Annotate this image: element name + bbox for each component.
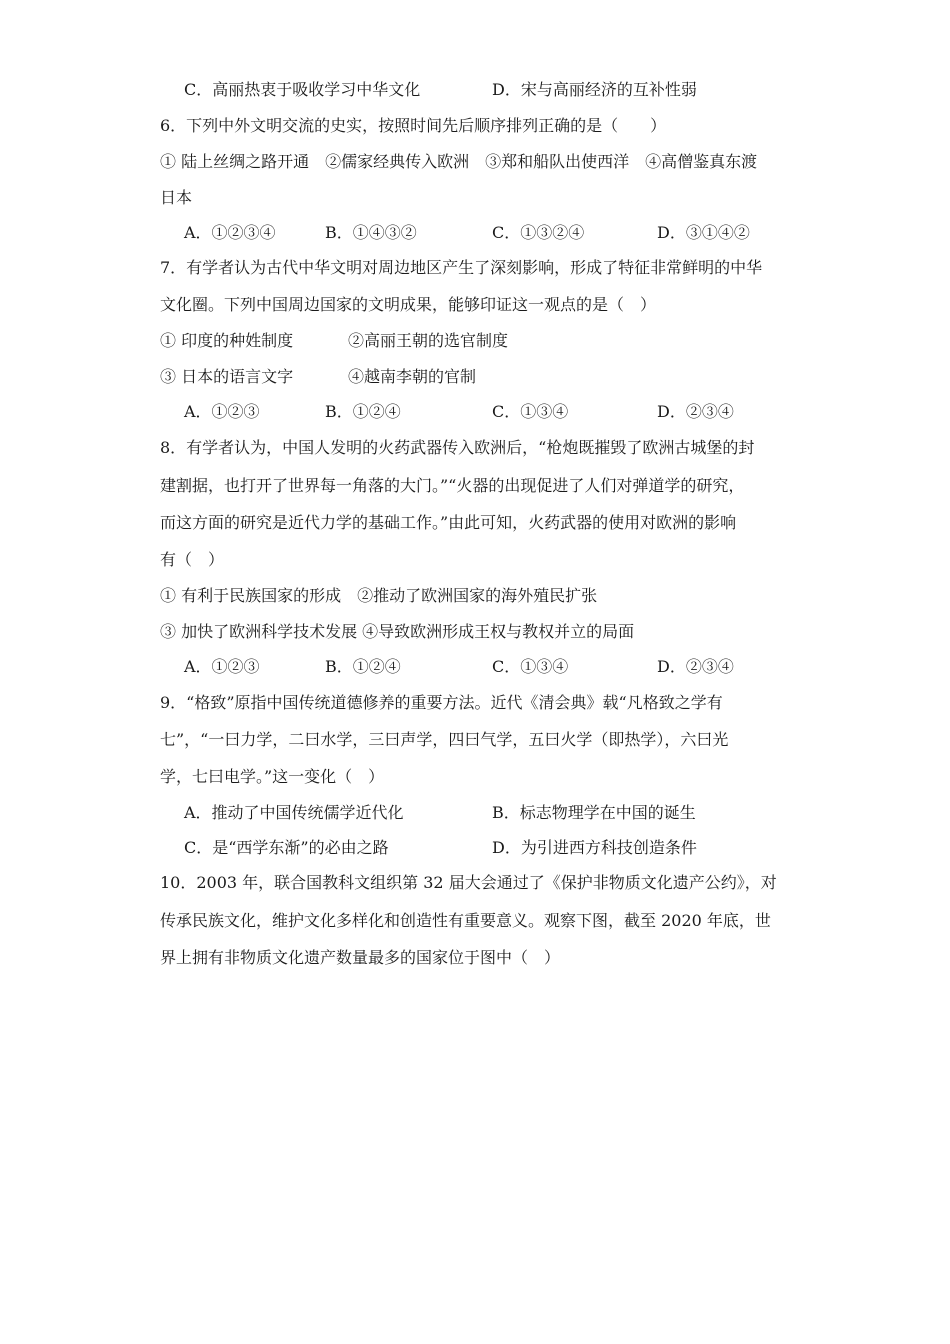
q7-option-a: A．①②③ <box>184 402 260 421</box>
q8-option-d: D．②③④ <box>657 657 734 676</box>
q6-stem: 6．下列中外文明交流的史实，按照时间先后顺序排列正确的是（ ） <box>160 116 667 135</box>
q7-item-3: ③ 日本的语言文字 <box>160 367 294 386</box>
q6-items-line2: 日本 <box>160 188 193 207</box>
q8-stem-line3: 而这方面的研究是近代力学的基础工作。”由此可知，火药武器的使用对欧洲的影响 <box>160 513 737 532</box>
q6-option-b: B．①④③② <box>325 223 417 242</box>
q9-option-b: B．标志物理学在中国的诞生 <box>492 803 696 822</box>
q7-item-4: ④越南李朝的官制 <box>348 367 477 386</box>
q8-stem-line4: 有（ ） <box>160 550 225 569</box>
q9-stem-line2: 七”，“一曰力学，二曰水学，三曰声学，四曰气学，五曰火学（即热学），六曰光 <box>160 730 729 749</box>
q9-stem-line3: 学，七曰电学。”这一变化（ ） <box>160 767 385 786</box>
q8-option-a: A．①②③ <box>184 657 260 676</box>
q7-stem-line1: 7．有学者认为古代中华文明对周边地区产生了深刻影响，形成了特征非常鲜明的中华 <box>160 258 763 277</box>
q6-option-a: A．①②③④ <box>184 223 276 242</box>
q8-option-b: B．①②④ <box>325 657 401 676</box>
q8-items-line2: ③ 加快了欧洲科学技术发展 ④导致欧洲形成王权与教权并立的局面 <box>160 622 635 641</box>
q7-item-1: ① 印度的种姓制度 <box>160 331 294 350</box>
q8-stem-line1: 8．有学者认为，中国人发明的火药武器传入欧洲后，“枪炮既摧毁了欧洲古城堡的封 <box>160 438 755 457</box>
q7-option-d: D．②③④ <box>657 402 734 421</box>
q6-items-line1: ① 陆上丝绸之路开通 ②儒家经典传入欧洲 ③郑和船队出使西洋 ④高僧鉴真东渡 <box>160 152 758 171</box>
q7-option-c: C．①③④ <box>492 402 569 421</box>
q8-option-c: C．①③④ <box>492 657 569 676</box>
q8-stem-line2: 建割据，也打开了世界每一角落的大门。”“火器的出现促进了人们对弹道学的研究， <box>160 476 745 495</box>
q9-option-d: D．为引进西方科技创造条件 <box>492 838 697 857</box>
q5-option-d: D．宋与高丽经济的互补性弱 <box>492 80 697 99</box>
q10-stem-line3: 界上拥有非物质文化遗产数量最多的国家位于图中（ ） <box>160 948 561 967</box>
q9-option-a: A．推动了中国传统儒学近代化 <box>184 803 404 822</box>
q8-items-line1: ① 有利于民族国家的形成 ②推动了欧洲国家的海外殖民扩张 <box>160 586 598 605</box>
q7-stem-line2: 文化圈。下列中国周边国家的文明成果，能够印证这一观点的是（ ） <box>160 295 657 314</box>
q9-option-c: C．是“西学东渐”的必由之路 <box>184 838 389 857</box>
q6-option-c: C．①③②④ <box>492 223 585 242</box>
q7-item-2: ②高丽王朝的选官制度 <box>348 331 509 350</box>
q9-stem-line1: 9．“格致”原指中国传统道德修养的重要方法。近代《清会典》载“凡格致之学有 <box>160 693 723 712</box>
q7-option-b: B．①②④ <box>325 402 401 421</box>
q10-stem-line1: 10．2003 年，联合国教科文组织第 32 届大会通过了《保护非物质文化遗产公约》，对 <box>160 873 777 892</box>
q10-stem-line2: 传承民族文化，维护文化多样化和创造性有重要意义。观察下图，截至 2020 年底，世 <box>160 911 771 930</box>
q5-option-c: C．高丽热衷于吸收学习中华文化 <box>184 80 421 99</box>
q6-option-d: D．③①④② <box>657 223 750 242</box>
